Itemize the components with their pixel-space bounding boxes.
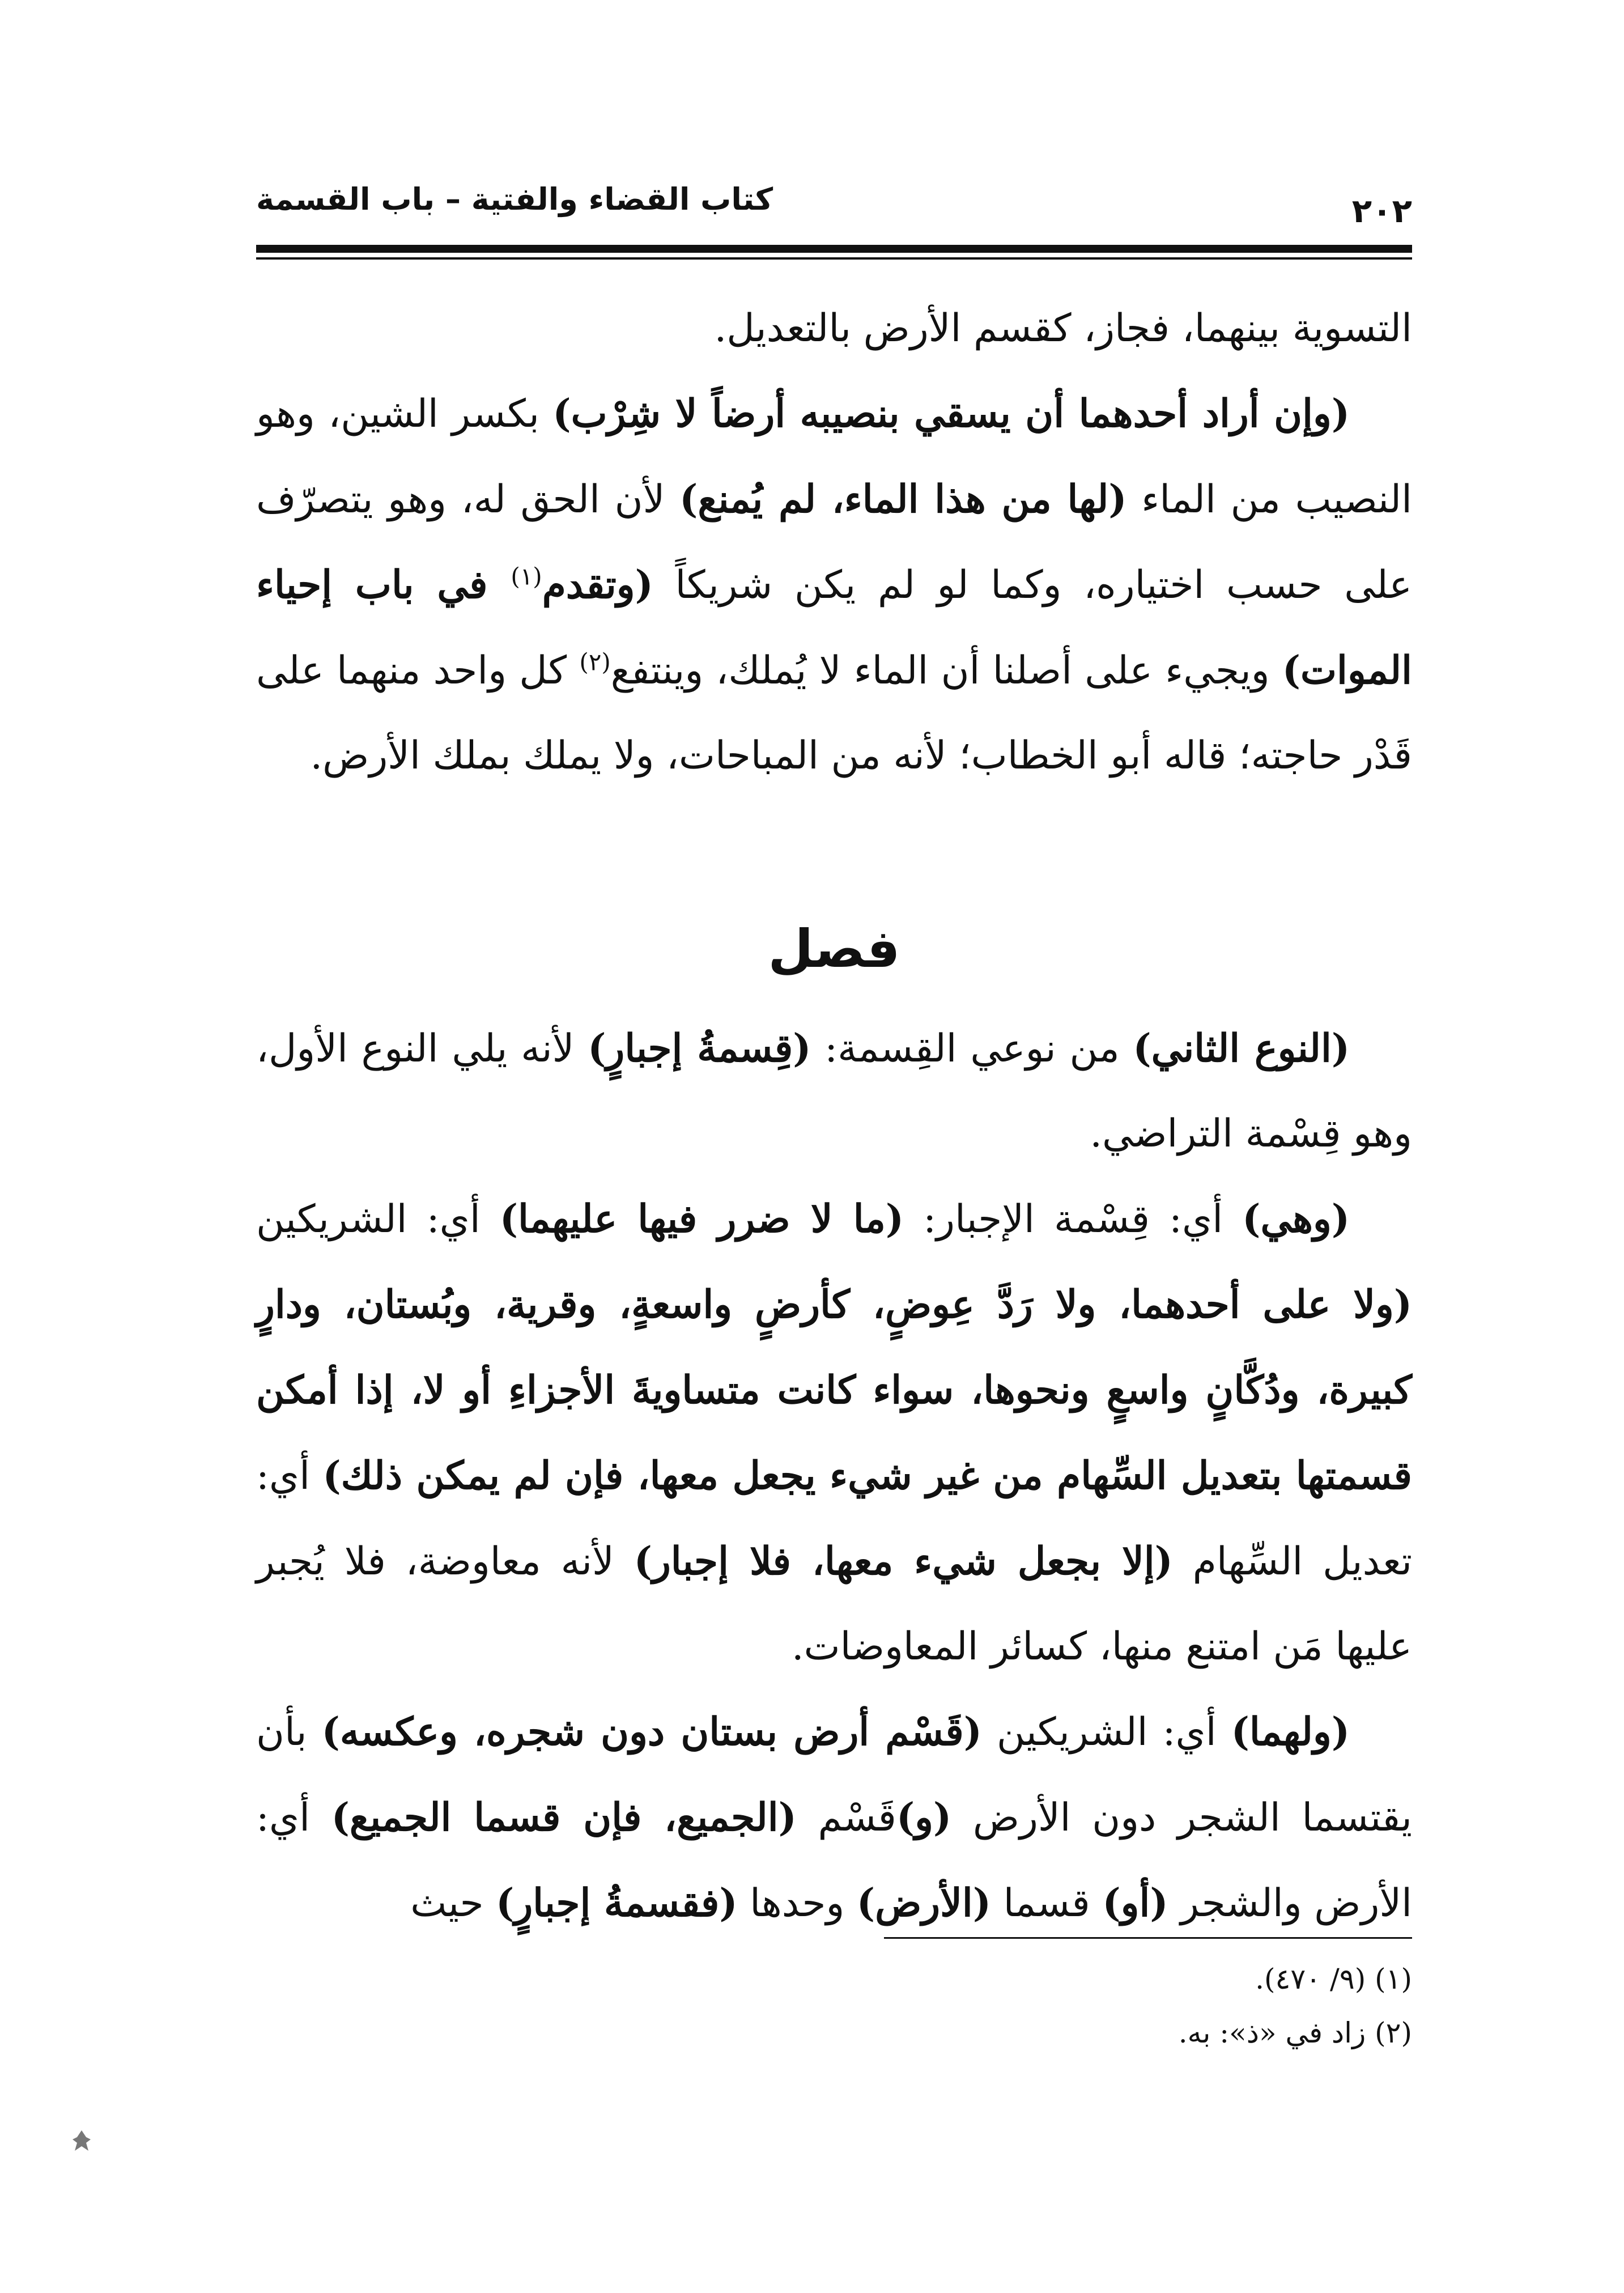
matn-text: (فقسمةُ إجبارٍ) [496, 1880, 738, 1926]
matn-text: (ما لا ضرر فيها عليهما) [499, 1196, 904, 1242]
sharh-text: وحدها [737, 1881, 857, 1926]
sharh-text: لأنه معاوضة، فلا يُجبر عليها مَن امتنع منها، كسائر المعاوضات. [256, 1539, 1412, 1669]
paragraph-4 [256, 1177, 1412, 1689]
matn-text: (وتقدم [542, 562, 653, 608]
footnote-ref-2: (٢) [579, 648, 611, 676]
footnote-ref-1: (١) [511, 562, 542, 591]
section-heading: فصل [768, 919, 900, 979]
matn-text: (إلا بجعل شيء معها، فلا إجبار) [634, 1539, 1173, 1584]
sharh-text: قسما [991, 1881, 1103, 1926]
matn-text: (ولهما) [1231, 1709, 1350, 1755]
matn-text: (أو) [1102, 1880, 1168, 1926]
footnote-1: (١) (٩/ ٤٧٠). [1255, 1963, 1412, 1995]
sharh-text: بكسر الشين، وهو النصيب من الماء [256, 392, 1413, 522]
matn-text: (لها من هذا الماء، لم يُمنع) [679, 477, 1127, 522]
matn-text: (ولا على أحدهما، ولا رَدَّ عِوضٍ، كأرضٍ واسعةٍ، وقرية، وبُستان، ودارٍ كبيرة، ودُكَّانٍ واسعٍ ونحوها، سواء كانت متساويةَ الأجزاءِ أو لا، إذا أمكن قسمتها بتعديل السِّهام من غير شيء يجعل معها، فإن لم يمكن ذلك) [256, 1282, 1412, 1498]
paragraph-5 [256, 1689, 1412, 1946]
body-text-bottom [256, 1006, 1412, 1946]
sharh-text: حيث [410, 1881, 496, 1926]
matn-text: (النوع الثاني) [1133, 1026, 1350, 1071]
sharh-text: قَسْم [796, 1795, 896, 1840]
footnote-separator [884, 1937, 1412, 1939]
matn-text: (و) [896, 1795, 952, 1840]
body-text-top [256, 286, 1412, 799]
matn-text: (قِسمةُ إجبارٍ) [588, 1026, 811, 1071]
sharh-text: أي: الشريكين [981, 1710, 1231, 1755]
sharh-text: أي: تعديل السِّهام [256, 1454, 1413, 1584]
sharh-text: لأنه يلي النوع الأول، وهو قِسْمة التراضي. [256, 1026, 1412, 1156]
sharh-text: كل واحد منهما على قَدْر حاجته؛ قاله أبو الخطاب؛ لأنه من المباحات، ولا يملك بملك الأرض. [256, 648, 1412, 778]
page-header [256, 170, 1412, 232]
sharh-text: أي: قِسْمة الإجبار: [904, 1197, 1243, 1242]
paragraph-2 [256, 371, 1412, 799]
header-rule-thin [256, 257, 1412, 260]
footnote-2: (٢) زاد في «ذ»: به. [1178, 2016, 1412, 2049]
printer-mark-icon [69, 2128, 94, 2153]
page-number: ٢٠٢ [1351, 192, 1412, 230]
paragraph-3 [256, 1006, 1412, 1177]
matn-text: (قَسْم أرض بستان دون شجره، وعكسه) [321, 1709, 982, 1755]
matn-text: (الأرض) [856, 1880, 991, 1926]
matn-text: في باب إحياء الموات) [256, 562, 1412, 693]
sharh-text: بأن يقتسما الشجر دون الأرض [256, 1710, 1412, 1840]
sharh-text: أي: الأرض والشجر [256, 1795, 1412, 1926]
matn-text: (وإن أراد أحدهما أن يسقي بنصيبه أرضاً لا شِرْب) [552, 391, 1350, 436]
sharh-text: ويجيء على أصلنا أن الماء لا يُملك، وينتفع [610, 648, 1282, 693]
sharh-text: لأن الحق له، وهو يتصرّف على حسب اختياره، وكما لو لم يكن شريكاً [256, 477, 1412, 608]
sharh-text: من نوعي القِسمة: [811, 1026, 1133, 1071]
header-rule-thick [256, 245, 1412, 253]
sharh-text: أي: الشريكين [256, 1197, 500, 1242]
paragraph-1: التسوية بينهما، فجاز، كقسم الأرض بالتعديل. [714, 306, 1412, 351]
running-title: كتاب القضاء والفتية – باب القسمة [256, 181, 773, 217]
matn-text: (الجميع، فإن قسما الجميع) [331, 1795, 797, 1840]
matn-text: (وهي) [1242, 1196, 1350, 1242]
footnotes [884, 1952, 1412, 2060]
